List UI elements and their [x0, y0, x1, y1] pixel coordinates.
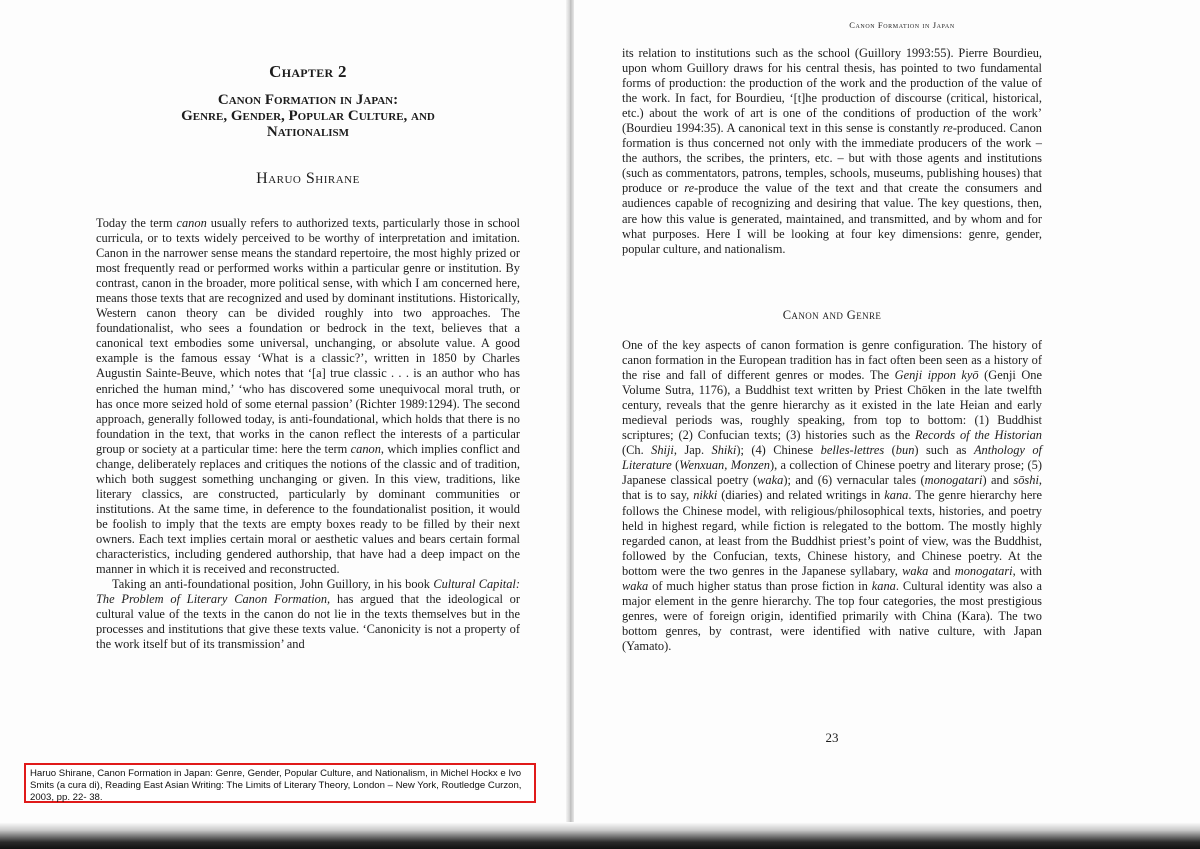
text-run: ); (4) Chinese	[736, 443, 821, 458]
text-run: -produce the value of the text and that create the consumers and audiences capable of recognizing and desiring that value. The key questions, then, are how this value is generated, maintained, and transmitted, and by whom and for what purposes. Here I will be looking at four key dimensions: genre, gender, popular culture, and nationalism.	[622, 181, 1042, 256]
italic-term: kana	[884, 488, 909, 503]
chapter-label: Chapter 2	[269, 62, 347, 81]
author-name: Haruo Shirane	[256, 170, 360, 187]
left-body-text	[96, 216, 520, 652]
italic-term: Wenxuan, Monzen	[679, 458, 770, 473]
book-gutter	[566, 0, 574, 849]
text-run: (diaries) and related writings in	[717, 488, 885, 503]
text-run: . Cultural identity was also a major element in the genre hierarchy. The top four categories, the most prestigious genres, were of foreign origin, identified primarily with China (Kara). The two bottom genres, by contrast, were identified with native culture, with Japan (Yamato).	[622, 578, 1042, 653]
chapter-title-line: Nationalism	[266, 124, 350, 140]
text-run: . The genre hierarchy here follows the Chinese model, with religious/philosophical texts, histories, and poetry held in highest regard, while fiction is relegated to the bottom. The mostly highly regarded canon, at least from the Buddhist priest’s point of view, was the Buddhist, followed by the Confucian, texts, Chinese history, and Chinese poetry. At the bottom were the two genres in the Japanese syllabary,	[622, 488, 1042, 578]
chapter-title-line: Genre, Gender, Popular Culture, and	[181, 108, 435, 124]
italic-term: canon	[350, 441, 381, 456]
text-run: and	[928, 563, 955, 578]
italic-term: waka	[622, 578, 649, 593]
italic-term: Anthology of Literature	[622, 443, 1042, 473]
italic-term: Shiji	[651, 443, 674, 458]
text-run: -produced. Canon formation is thus concerned not only with the immediate producers of the work – the authors, the scribes, the printers, etc. – but with those agents and institutions (such as commentators, patrons, temples, schools, museums, publishing houses) that produce or	[622, 121, 1042, 196]
book-title: Cultural Capital: The Problem of Literary Canon Formation,	[96, 577, 521, 607]
text-run: (Genji One Volume Sutra, 1176), a Buddhist text written by Priest Chōken in the late twelfth century, reveals that the genre hierarchy as it existed in the late Heian and early medieval periods was, roughly speaking, from top to bottom: (1) Buddhist scriptures; (2) Confucian texts; (3) histories such as the	[622, 368, 1042, 443]
text-run: ), a collection of Chinese poetry and literary prose; (5) Japanese classical poetry (	[622, 458, 1042, 488]
italic-term: bun	[895, 443, 915, 458]
italic-term: re	[942, 121, 953, 136]
italic-term: sōshi	[1013, 473, 1039, 488]
italic-term: waka	[757, 473, 784, 488]
italic-term: waka	[902, 563, 929, 578]
text-run: ) such as	[914, 443, 974, 458]
paragraph	[622, 46, 1042, 257]
text-run: ); and (6) vernacular tales (	[783, 473, 925, 488]
scan-edge-shadow	[0, 822, 1200, 849]
italic-term: belles-lettres	[820, 443, 885, 458]
text-run: of much higher status than prose fiction in	[648, 578, 872, 593]
text-run: has argued that the ideological or cultural value of the texts in the canon do not lie in the texts themselves but in the processes and institutions that give these texts value. ‘Canonicity is not a property of the work itself but of its transmission’ and	[96, 592, 520, 652]
italic-term: re	[684, 181, 695, 196]
italic-term: canon	[176, 216, 207, 230]
italic-term: Genji ippon kyō	[894, 368, 979, 383]
italic-term: monogatari	[924, 473, 983, 488]
page-number: 23	[825, 730, 839, 745]
text-run: Taking an anti-foundational position, John Guillory, in his book	[112, 577, 434, 592]
text-run: ) and	[982, 473, 1014, 488]
text-run: (	[671, 458, 680, 473]
section-heading: Canon and Genre	[782, 308, 882, 322]
italic-term: kana	[871, 578, 896, 593]
text-run: , that is to say,	[622, 473, 1042, 503]
italic-term: monogatari	[954, 563, 1013, 578]
text-run: , which implies conflict and change, deliberately replaces and critiques the notions of the classic and of tradition, which both suggest something unchanging or given. In this view, traditions, like literary classics, are constructed, particularly by dominant communities or institutions. At the same time, in deference to the foundationalist position, it would be foolish to imply that the texts are empty boxes ready to be filled by their next owners. Each text implies certain moral or aesthetic values and bears certain formal characteristics, including gendered authorship, that have had a deep impact on the manner in which it is received and reconstructed.	[96, 441, 520, 577]
paragraph	[96, 216, 520, 577]
text-run: (Ch.	[622, 443, 652, 458]
italic-term: nikki	[693, 488, 718, 503]
text-run: One of the key aspects of canon formation is genre configuration. The history of canon formation in the European tradition has in fact often been seen as a history of the rise and fall of different genres or modes. The	[622, 338, 1042, 383]
text-run: usually refers to authorized texts, particularly those in school curricula, or to texts widely perceived to be worthy of interpretation and imitation. Canon in the narrower sense means the standard repertoire, the most highly prized or most frequently read or performed works within a particular genre or institution. By contrast, canon in the broader, more political sense, with which I am concerned here, means those texts that are recognized and used by dominant institutions. Historically, Western canon theory can be divided roughly into two approaches. The foundationalist, who sees a foundation or bedrock in the text, believes that a canonical text embodies some universal, unchanging, or absolute value. A good example is the famous essay ‘What is a classic?’, written in 1850 by Charles Augustin Sainte-Beuve, which notes that ‘[a] true classic . . . is an author who has enriched the human mind,’ ‘who has discovered some unequivocal moral truth, or has once more seized hold of some eternal passion’ (Richter 1989:1294). The second approach, generally followed today, is anti-foundational, which holds that there is no foundation in the text, that works in the canon reflect the interests of a particular group or society at a particular time: here the term	[96, 216, 520, 456]
text-run: , Jap.	[673, 443, 712, 458]
chapter-title-line: Canon Formation in Japan:	[217, 92, 399, 108]
text-run: its relation to institutions such as the school (Guillory 1993:55). Pierre Bourdieu, upon whom Guillory draws for his central thesis, has pointed to two fundamental forms of production: the production of the work and the production of the value of the work. In fact, for Bourdieu, ‘[t]he production of discourse (critical, historical, etc.) about the work of art is one of the conditions of production of the work’ (Bourdieu 1994:35). A canonical text in this sense is constantly	[622, 46, 1042, 136]
chapter-title	[126, 92, 490, 140]
italic-term: Records of the Historian	[914, 428, 1043, 443]
italic-term: Shiki	[711, 443, 737, 458]
text-run: Today the term	[96, 216, 177, 230]
running-head: Canon Formation in Japan	[849, 20, 955, 30]
citation-box: Haruo Shirane, Canon Formation in Japan: Genre, Gender, Popular Culture, and Nationalism, in Michel Hockx e Ivo Smits (a cura di), Reading East Asian Writing: The Limits of Literary Theory, London – New York, Routledge Curzon, 2003, pp. 22- 38.	[24, 763, 536, 803]
paragraph	[622, 338, 1042, 654]
text-run: , with	[1012, 563, 1042, 578]
text-run: (	[884, 443, 896, 458]
paragraph	[96, 577, 520, 652]
